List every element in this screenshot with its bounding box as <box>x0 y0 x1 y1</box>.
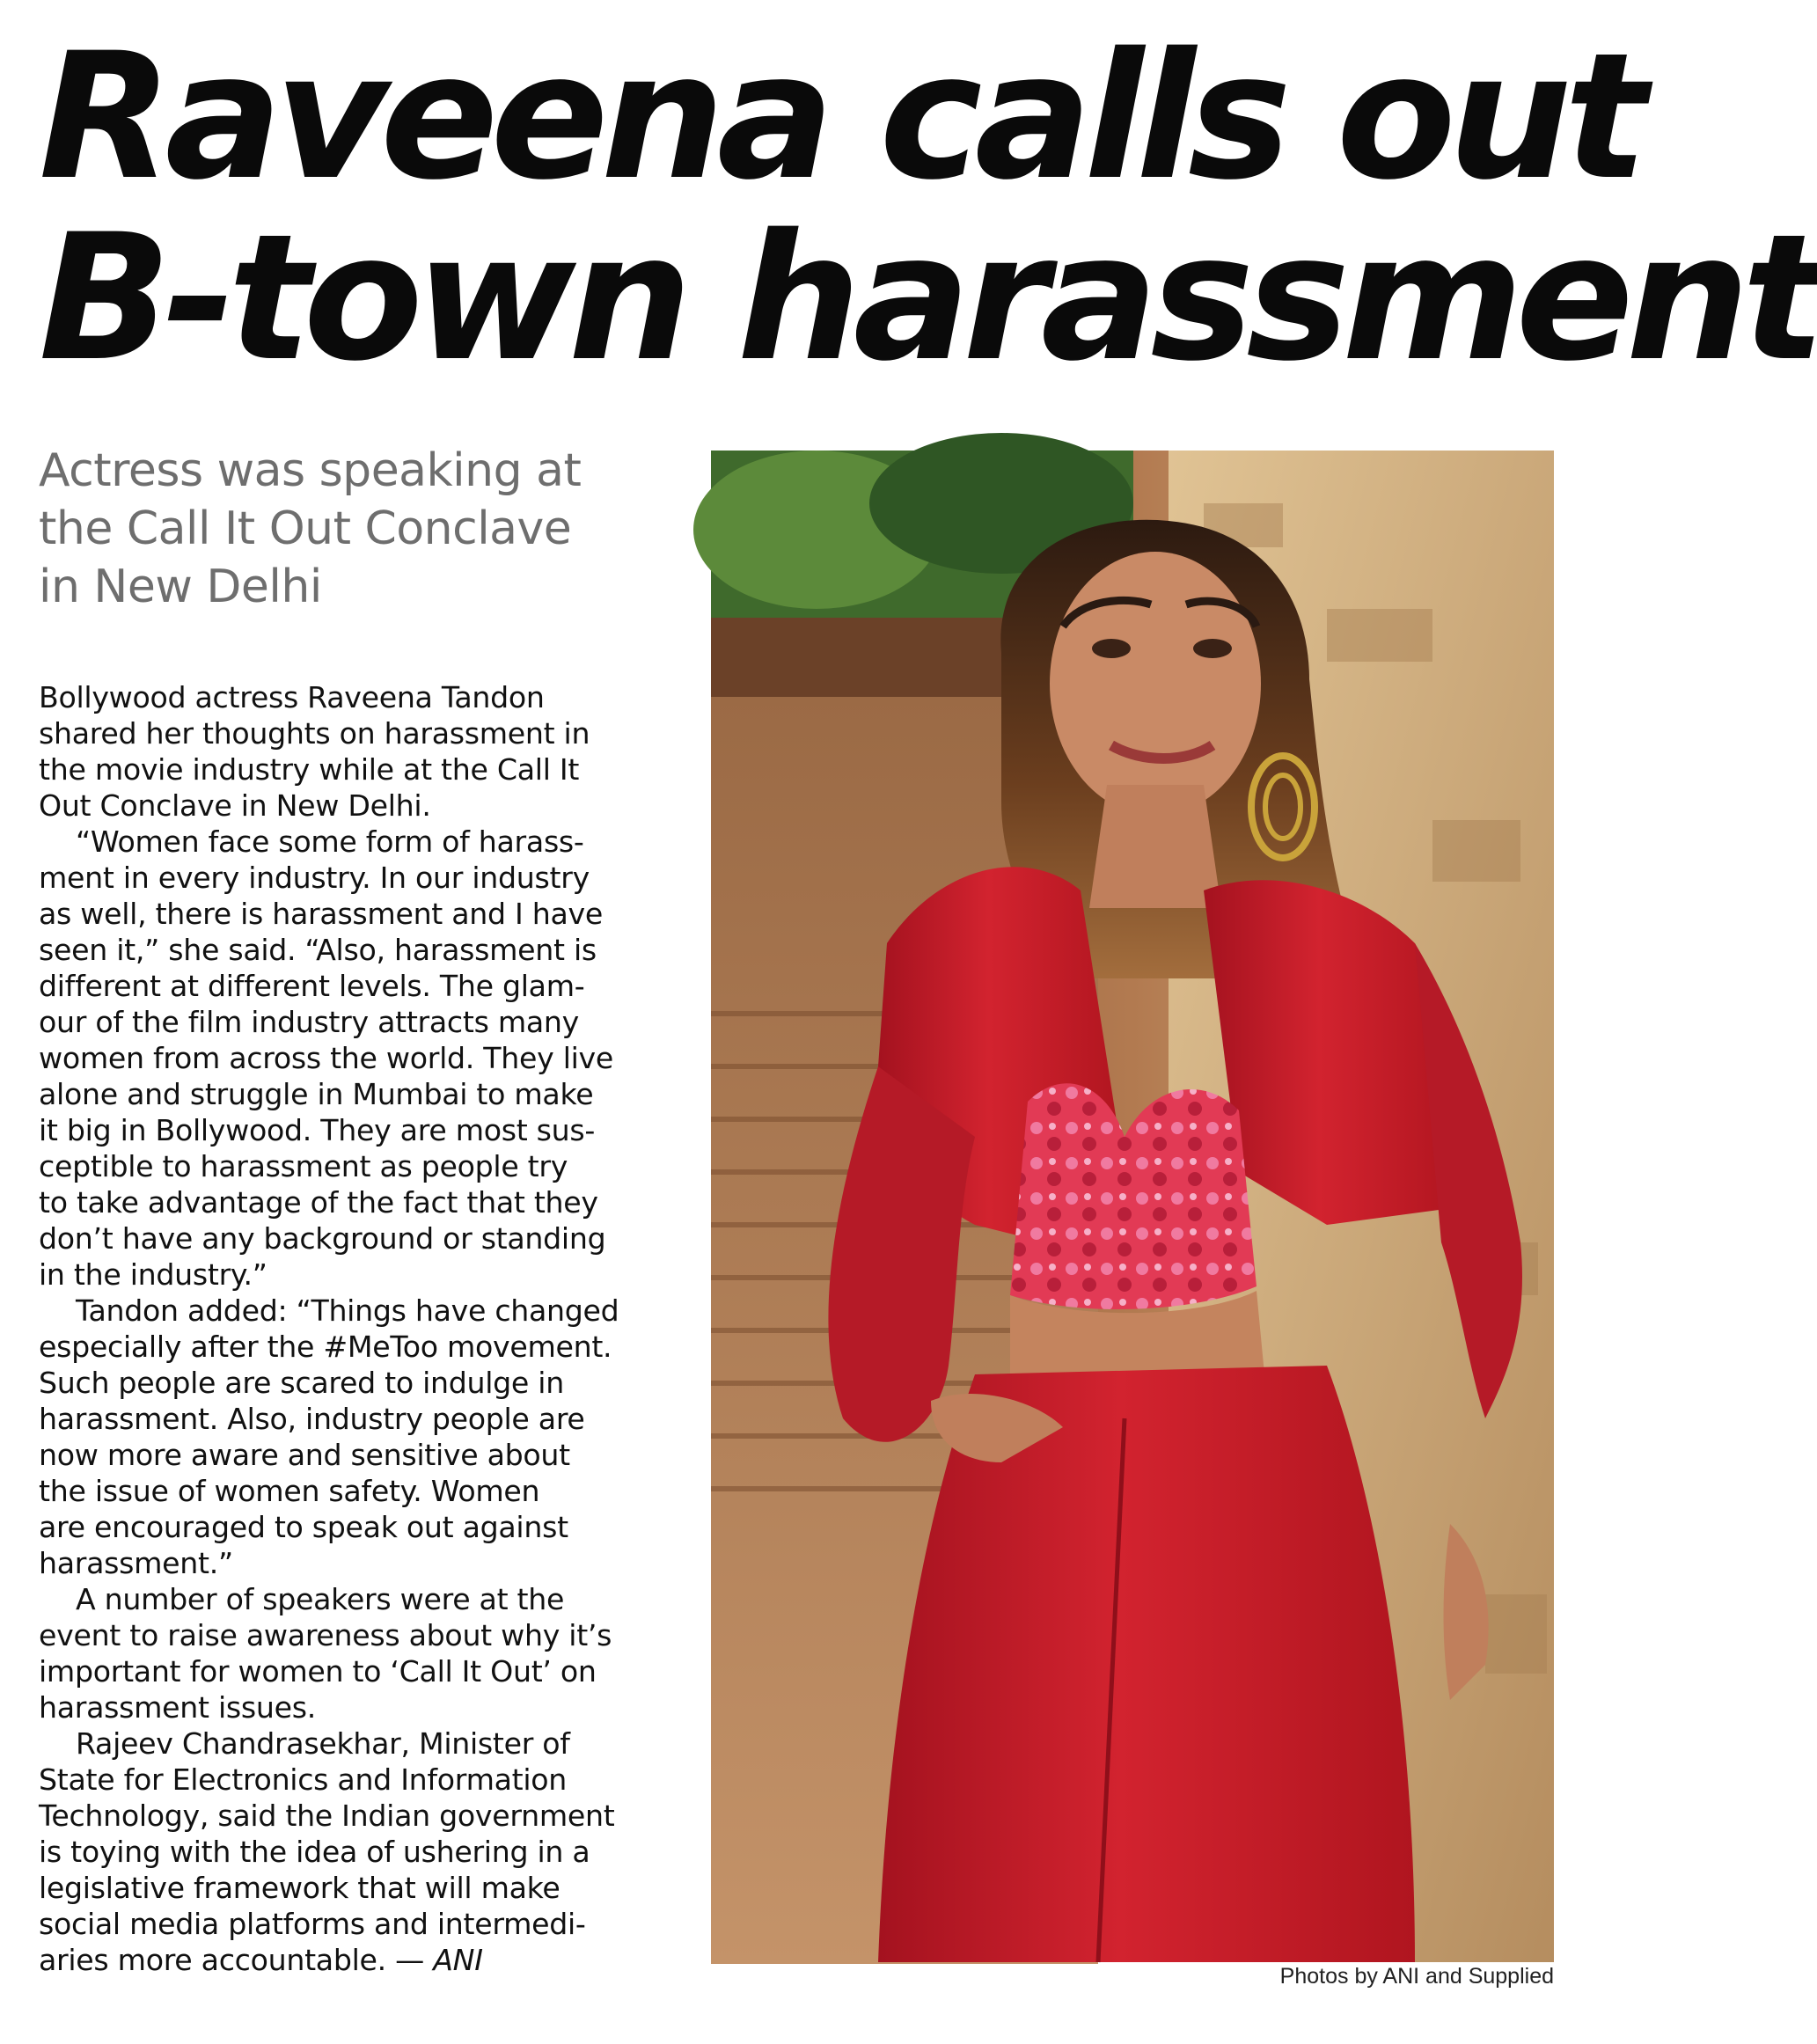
body-line-text: the movie industry while at the Call It <box>39 752 580 787</box>
body-line <box>39 1653 672 1689</box>
body-line <box>39 1293 672 1329</box>
standfirst-line: the Call It Out Conclave <box>39 502 572 555</box>
body-line-text: Such people are scared to indulge in <box>39 1366 564 1400</box>
body-line-text: are encouraged to speak out against <box>39 1510 568 1544</box>
headline-line-1: Raveena calls out <box>39 15 1640 218</box>
body-line <box>39 1401 672 1437</box>
body-line-text: shared her thoughts on harassment in <box>39 716 590 751</box>
body-line <box>39 1617 672 1653</box>
body-line <box>39 1473 672 1509</box>
body-line-text: ment in every industry. In our industry <box>39 861 590 895</box>
body-line <box>39 1581 672 1617</box>
body-line <box>39 1509 672 1545</box>
body-line <box>39 896 672 932</box>
body-line <box>39 824 672 860</box>
body-line <box>39 932 672 968</box>
headline <box>39 15 1817 399</box>
body-line-text: ceptible to harassment as people try <box>39 1149 568 1183</box>
photo-credit: Photos by ANI and Supplied <box>1279 1964 1554 1989</box>
body-line <box>39 1437 672 1473</box>
body-line <box>39 751 672 788</box>
body-line <box>39 788 672 824</box>
body-line-text: Technology, said the Indian government <box>39 1799 615 1833</box>
body-line-text: in the industry.” <box>39 1257 267 1292</box>
headline-line-2: B-town harassment <box>39 196 1817 399</box>
body-line-text: it big in Bollywood. They are most sus- <box>39 1113 596 1147</box>
body-line <box>39 860 672 896</box>
body-line-text: harassment. Also, industry people are <box>39 1402 585 1436</box>
standfirst-line: Actress was speaking at <box>39 444 582 497</box>
byline-agency: ANI <box>433 1943 483 1977</box>
body-line <box>39 1870 672 1906</box>
body-line-text: now more aware and sensitive about <box>39 1438 570 1472</box>
body-line <box>39 1184 672 1220</box>
body-line-text: seen it,” she said. “Also, harassment is <box>39 933 597 967</box>
body-line-text: Out Conclave in New Delhi. <box>39 788 431 823</box>
body-line-text: especially after the #MeToo movement. <box>39 1330 612 1364</box>
standfirst-line: in New Delhi <box>39 560 322 613</box>
body-line <box>39 1365 672 1401</box>
body-line <box>39 1148 672 1184</box>
body-line-text: important for women to ‘Call It Out’ on <box>39 1654 597 1689</box>
body-line-text: harassment.” <box>39 1546 233 1580</box>
body-line <box>39 1220 672 1256</box>
standfirst <box>39 442 690 616</box>
body-line-text: to take advantage of the fact that they <box>39 1185 598 1220</box>
body-line-text: social media platforms and intermedi- <box>39 1907 586 1941</box>
body-line-text: the issue of women safety. Women <box>39 1474 540 1508</box>
body-line <box>39 968 672 1004</box>
body-line <box>39 1545 672 1581</box>
body-line-text: State for Electronics and Information <box>39 1762 568 1797</box>
body-line-text: our of the film industry attracts many <box>39 1005 579 1039</box>
body-line <box>39 1004 672 1040</box>
body-line-text: legislative framework that will make <box>39 1871 560 1905</box>
body-line-text: A number of speakers were at the <box>76 1582 565 1616</box>
body-line-text: different at different levels. The glam- <box>39 969 585 1003</box>
body-line-text: Tandon added: “Things have changed <box>76 1293 619 1328</box>
body-line-text: Bollywood actress Raveena Tandon <box>39 680 545 714</box>
body-line <box>39 1076 672 1112</box>
body-line <box>39 1834 672 1870</box>
article-photo <box>711 451 1554 1962</box>
body-line <box>39 715 672 751</box>
body-line <box>39 1906 672 1942</box>
article-body <box>39 679 672 1978</box>
body-line <box>39 1942 672 1978</box>
body-line-text: women from across the world. They live <box>39 1041 613 1075</box>
body-line-text: “Women face some form of harass- <box>76 824 584 859</box>
body-line-text: Rajeev Chandrasekhar, Minister of <box>76 1726 570 1761</box>
body-line <box>39 679 672 715</box>
body-line-text: as well, there is harassment and I have <box>39 897 604 931</box>
body-line-text: harassment issues. <box>39 1690 316 1725</box>
body-line-text: alone and struggle in Mumbai to make <box>39 1077 594 1111</box>
body-line <box>39 1798 672 1834</box>
body-line <box>39 1689 672 1725</box>
body-line <box>39 1725 672 1762</box>
body-line <box>39 1112 672 1148</box>
body-line-text: is toying with the idea of ushering in a <box>39 1835 590 1869</box>
body-line <box>39 1329 672 1365</box>
body-line <box>39 1256 672 1293</box>
body-line-text: aries more accountable. — <box>39 1943 434 1977</box>
body-line <box>39 1762 672 1798</box>
body-line <box>39 1040 672 1076</box>
body-line-text: don’t have any background or standing <box>39 1221 606 1256</box>
body-line-text: event to raise awareness about why it’s <box>39 1618 612 1652</box>
